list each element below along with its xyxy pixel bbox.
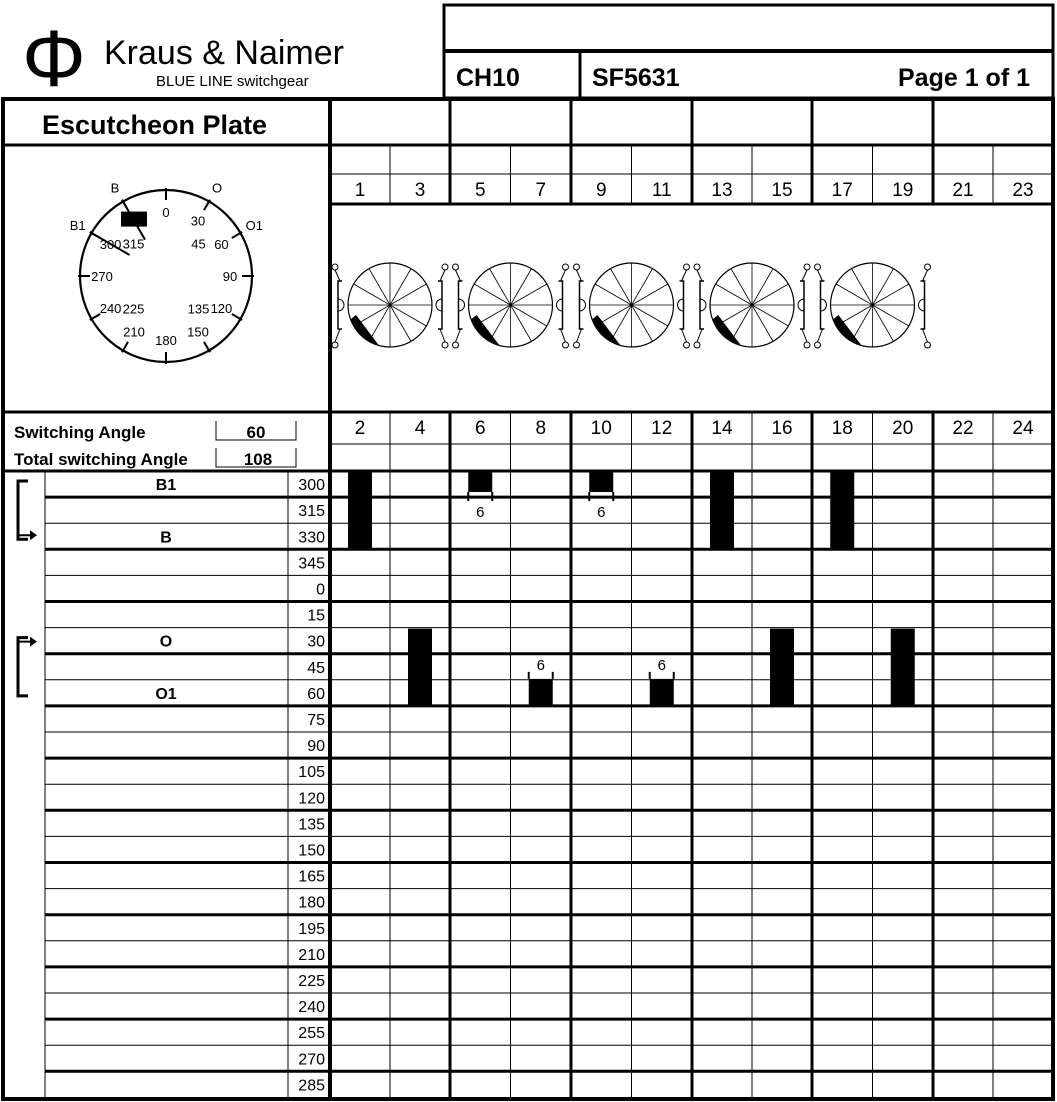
contact-bar (348, 472, 372, 548)
position-label: O (159, 633, 173, 651)
terminal-lead (682, 270, 687, 281)
cam-spoke (611, 269, 632, 305)
contact-roller (919, 299, 925, 311)
contact-number-bottom: 24 (1012, 418, 1034, 439)
contact-number-bottom: 10 (590, 418, 612, 439)
cam-spoke (390, 305, 411, 341)
terminal-top (925, 264, 931, 270)
position-angle: 120 (298, 790, 325, 808)
contact-number-top: 3 (414, 180, 426, 201)
position-angle: 150 (298, 842, 325, 860)
doc-code-sf: SF5631 (592, 64, 680, 92)
dial-label: 120 (210, 301, 233, 316)
terminal-lead (440, 270, 445, 281)
contact-roller (436, 299, 442, 311)
dial-label: 60 (214, 237, 229, 252)
contact-number-top: 17 (831, 180, 853, 201)
terminal-lead (335, 270, 340, 281)
company-subtitle: BLUE LINE switchgear (156, 73, 309, 90)
cam-spoke (511, 305, 532, 341)
dial-label: 150 (187, 324, 209, 340)
terminal-top (442, 264, 448, 270)
cam-spoke (752, 284, 788, 305)
doc-code-ch: CH10 (456, 64, 520, 92)
bracket-arrow (18, 642, 30, 652)
contact-bracket (821, 281, 825, 329)
terminal-top (694, 264, 700, 270)
terminal-bottom (442, 342, 448, 348)
position-angle: 0 (316, 581, 325, 599)
position-angle: 330 (298, 529, 325, 547)
dial-label: 90 (222, 269, 238, 284)
cam-spoke (632, 305, 668, 326)
cam-spoke (632, 305, 653, 341)
position-angle: 195 (298, 920, 325, 938)
cam-spoke (511, 269, 532, 305)
position-angle: 30 (307, 633, 325, 651)
contact-bracket (800, 281, 804, 329)
position-angle: 210 (298, 946, 325, 964)
contact-bracket (438, 281, 442, 329)
terminal-lead (802, 329, 807, 342)
contact-bar (710, 472, 734, 548)
cam-diagram (574, 263, 690, 348)
cam-spoke (873, 305, 909, 326)
contact-number-top: 7 (535, 180, 547, 201)
stub-note: 6 (657, 656, 666, 674)
cam-spoke (632, 269, 653, 305)
dial-label: 300 (99, 237, 122, 252)
contact-bar-stub (650, 679, 674, 705)
contact-bracket (459, 281, 463, 329)
position-bracket (18, 638, 28, 696)
contact-number-bottom: 4 (414, 418, 426, 439)
contact-bar-stub (589, 472, 613, 492)
cam-spoke (511, 284, 547, 305)
position-angle: 180 (298, 894, 325, 912)
cam-spoke (852, 305, 873, 341)
contact-bar (891, 629, 915, 705)
terminal-lead (697, 329, 702, 342)
position-angle: 315 (298, 503, 325, 521)
cam-spoke (390, 305, 426, 326)
contact-bracket (700, 281, 704, 329)
contact-bracket (680, 281, 684, 329)
contact-number-top: 11 (651, 180, 672, 201)
cam-spoke (873, 305, 894, 341)
position-angle: 225 (298, 972, 325, 990)
cam-spoke (752, 269, 773, 305)
section-title: Escutcheon Plate (42, 110, 268, 140)
terminal-lead (561, 329, 566, 342)
contact-number-top: 19 (892, 180, 914, 201)
contact-bracket (559, 281, 563, 329)
terminal-bottom (684, 342, 690, 348)
contact-bracket (338, 281, 342, 329)
cam-spoke (369, 269, 390, 305)
contact-roller (821, 299, 827, 311)
position-table (45, 471, 1053, 1099)
position-angle: 135 (298, 816, 325, 834)
position-angle: 60 (307, 685, 325, 703)
cam-spoke (390, 269, 411, 305)
switching-angle-value: 60 (246, 423, 266, 442)
cam-spoke (595, 284, 631, 305)
position-angle: 90 (307, 738, 325, 756)
position-angle: 75 (307, 711, 325, 729)
terminal-top (332, 264, 338, 270)
terminal-lead (561, 270, 566, 281)
terminal-bottom (815, 342, 821, 348)
cam-spoke (490, 305, 511, 341)
position-angle: 165 (298, 868, 325, 886)
terminal-lead (923, 270, 928, 281)
position-angle: 270 (298, 1051, 325, 1069)
terminal-lead (802, 270, 807, 281)
bracket-arrow (18, 525, 30, 535)
dial-label: 30 (190, 213, 206, 229)
stub-note: 6 (476, 504, 485, 521)
cam-spoke (390, 284, 426, 305)
contact-number-top: 23 (1012, 180, 1034, 201)
contact-number-top: 1 (354, 180, 366, 201)
cam-spoke (836, 284, 872, 305)
terminal-lead (818, 270, 823, 281)
dial-label: 0 (162, 205, 170, 220)
contact-roller (459, 299, 465, 311)
terminal-top (453, 264, 459, 270)
position-angle: 300 (298, 477, 325, 495)
cam-spoke (873, 284, 909, 305)
cam-spoke (752, 305, 788, 326)
terminal-lead (577, 329, 582, 342)
position-label: B1 (155, 477, 177, 495)
bracket-arrowhead (30, 530, 37, 540)
dial-label: 240 (99, 301, 122, 316)
position-angle: 15 (307, 607, 325, 625)
terminal-lead (682, 329, 687, 342)
position-angle: 105 (298, 764, 325, 782)
terminal-lead (456, 270, 461, 281)
terminal-bottom (925, 342, 931, 348)
dial-label: 135 (187, 301, 210, 317)
cam-spoke (873, 269, 894, 305)
cam-spoke (752, 305, 773, 341)
contact-number-bottom: 2 (354, 418, 366, 439)
terminal-lead (456, 329, 461, 342)
dial-label: 330 (123, 213, 145, 229)
dial-label: B (110, 180, 120, 196)
cam-spoke (632, 284, 668, 305)
cam-diagram (815, 263, 931, 348)
cam-spoke (716, 284, 752, 305)
contact-bracket (580, 281, 584, 329)
terminal-lead (818, 329, 823, 342)
contact-number-bottom: 6 (474, 418, 486, 439)
contact-bar (770, 629, 794, 705)
header-column-dividers (450, 99, 933, 145)
position-angle: 255 (298, 1025, 325, 1043)
cam-spoke (354, 284, 390, 305)
terminal-bottom (804, 342, 810, 348)
terminal-top (815, 264, 821, 270)
contact-number-top: 15 (771, 180, 793, 201)
dial-label: 315 (122, 236, 145, 252)
contact-bar (408, 629, 432, 705)
dial-label: O1 (245, 218, 264, 233)
cam-spoke (731, 269, 752, 305)
terminal-top (804, 264, 810, 270)
stub-note: 6 (597, 504, 606, 521)
main-frame (3, 99, 1053, 1099)
position-angle: 345 (298, 555, 325, 573)
bracket-arrowhead (30, 637, 37, 647)
contact-roller (798, 299, 804, 311)
terminal-top (684, 264, 690, 270)
cam-diagram (332, 263, 448, 348)
switching-angle-label: Switching Angle (14, 423, 146, 442)
contact-roller (580, 299, 586, 311)
escutcheon-dial (70, 181, 263, 364)
brand-logo (22, 14, 344, 103)
terminal-lead (697, 270, 702, 281)
switching-angle-info (14, 421, 296, 469)
terminal-bottom (694, 342, 700, 348)
terminal-bottom (453, 342, 459, 348)
contact-number-bottom: 14 (711, 418, 733, 439)
cam-diagram (453, 263, 569, 348)
contact-bar-stub (529, 679, 553, 705)
contact-number-bottom: 16 (771, 418, 793, 439)
position-label: B (160, 529, 172, 547)
position-label: O1 (155, 685, 177, 703)
cam-spoke (731, 305, 752, 341)
terminal-top (563, 264, 569, 270)
dial-label: B1 (69, 218, 86, 233)
stub-note: 6 (536, 656, 545, 674)
contact-bracket (921, 281, 925, 329)
cam-spoke (369, 305, 390, 341)
terminal-lead (440, 329, 445, 342)
contact-roller (338, 299, 344, 311)
position-brackets (18, 481, 37, 696)
contact-bar-stub (468, 472, 492, 492)
phi-logo-mark: Φ (22, 14, 86, 103)
contact-number-top: 5 (474, 180, 486, 201)
terminal-top (574, 264, 580, 270)
page-indicator: Page 1 of 1 (898, 64, 1030, 92)
total-switching-angle-value: 108 (243, 450, 273, 469)
contact-number-bottom: 8 (535, 418, 547, 439)
position-bracket (18, 481, 28, 539)
contact-number-bottom: 20 (892, 418, 914, 439)
total-switching-angle-label: Total switching Angle (14, 450, 188, 469)
position-angle: 240 (298, 999, 325, 1017)
cam-diagram (694, 263, 810, 348)
contact-number-top: 13 (711, 180, 733, 201)
contact-number-top: 9 (595, 180, 607, 201)
position-angle: 45 (307, 659, 325, 677)
terminal-bottom (332, 342, 338, 348)
terminal-bottom (563, 342, 569, 348)
dial-label: O (211, 180, 223, 196)
cam-spoke (474, 284, 510, 305)
cam-spoke (511, 305, 547, 326)
terminal-lead (577, 270, 582, 281)
contact-number-bottom: 18 (831, 418, 853, 439)
contact-number-bottom: 22 (952, 418, 974, 439)
cam-spoke (490, 269, 511, 305)
position-angle: 285 (298, 1077, 325, 1095)
terminal-bottom (574, 342, 580, 348)
terminal-lead (335, 329, 340, 342)
contact-roller (557, 299, 563, 311)
cam-diagrams (332, 263, 931, 348)
terminal-lead (923, 329, 928, 342)
contact-roller (678, 299, 684, 311)
dial-label: 180 (155, 333, 177, 348)
cam-spoke (852, 269, 873, 305)
contact-number-top: 21 (952, 180, 974, 201)
contact-roller (700, 299, 706, 311)
dial-label: 210 (123, 324, 145, 340)
contact-number-bottom: 12 (651, 418, 673, 439)
dial-label: 270 (91, 269, 113, 284)
cam-spoke (611, 305, 632, 341)
dial-label: 45 (191, 236, 206, 252)
contact-bar (830, 472, 854, 548)
company-name: Kraus & Naimer (104, 34, 344, 72)
dial-label: 225 (122, 301, 145, 317)
